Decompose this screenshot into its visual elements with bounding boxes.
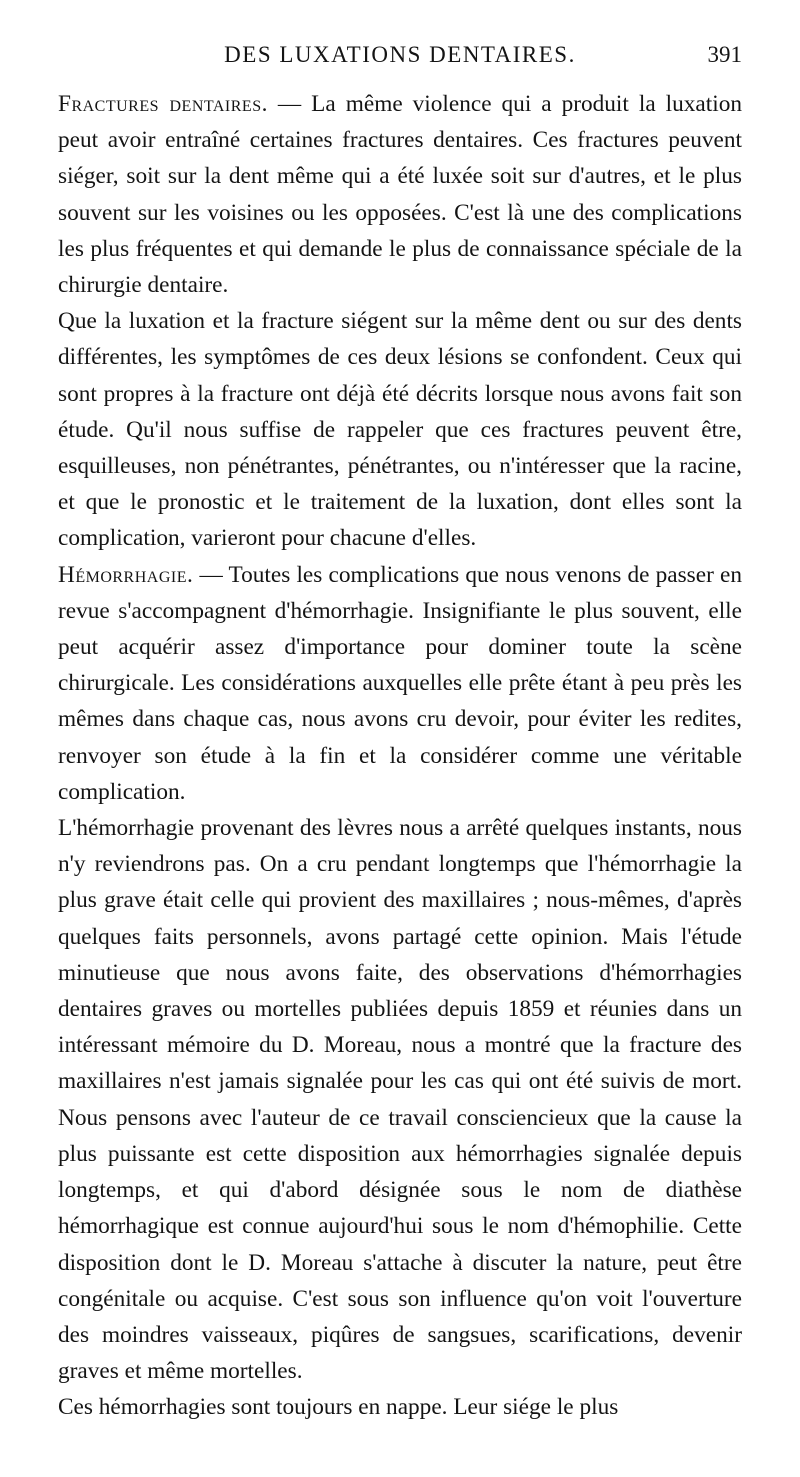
paragraph-text: Que la luxation et la fracture siégent sur la même dent ou sur des dents différentes, les symptômes de ces deux lésions se confondent. Ceux qui sont propres à la fracture ont déjà été décrits lorsque nous avons fait son étude. Qu'il nous suffise de rappeler que ces fractures peuvent être, esquilleuses, non pénétrantes, pénétrantes, ou n'intéresser que la racine, et que le pronostic et le traitement de la luxation, dont elles sont la complication, varieront pour chacune d'elles. (58, 308, 742, 552)
paragraph-text: L'hémorrhagie provenant des lèvres nous a arrêté quelques instants, nous n'y reviendrons pas. On a cru pendant longtemps que l'hémorrhagie la plus grave était celle qui provient des maxillaires ; nous-mêmes, d'après quelques faits personnels, avons partagé cette opinion. Mais l'étude minutieuse que nous avons faite, des observations d'hémorrhagies dentaires graves ou mortelles publiées depuis 1859 et réunies dans un intéressant mémoire du D. Moreau, nous a montré que la fracture des maxillaires n'est jamais signalée pour les cas qui ont été suivis de mort. Nous pensons avec l'auteur de ce travail consciencieux que la cause la plus puissante est cette disposition aux hémorrhagies signalée depuis longtemps, et qui d'abord désignée sous le nom de diathèse hémorrhagique est connue aujourd'hui sous le nom d'hémophilie. Cette disposition dont le D. Moreau s'attache à discuter la nature, peut être congénitale ou acquise. C'est sous son influence qu'on voit l'ouverture des moindres vaisseaux, piqûres de sangsues, scarifications, devenir graves et même mortelles. (58, 815, 742, 1385)
section-lead-hemorrhagie: Hémorrhagie. (58, 561, 194, 588)
running-header (58, 0, 742, 80)
running-title: DES LUXATIONS DENTAIRES. (224, 42, 576, 67)
paragraph-nappe (58, 1389, 742, 1425)
paragraph-text: Ces hémorrhagies sont toujours en nappe. Leur siége le plus (58, 1394, 619, 1421)
paragraph-symptomes (58, 303, 742, 556)
paragraph-text: — Toutes les complications que nous venons de passer en revue s'accompagnent d'hémorrhagie. Insignifiante le plus souvent, elle peut acquérir assez d'importance pour dominer toute la scène chirurgicale. Les considérations auxquelles elle prête étant à peu près les mêmes dans chaque cas, nous avons cru devoir, pour éviter les redites, renvoyer son étude à la fin et la considérer comme une véritable complication. (58, 561, 742, 805)
paragraph-fractures (58, 86, 742, 303)
section-lead-fractures: Fractures dentaires. (58, 91, 268, 117)
paragraph-levres (58, 810, 742, 1389)
book-page (58, 0, 742, 1426)
body-text (58, 86, 742, 1426)
paragraph-hemorrhagie (58, 557, 742, 810)
paragraph-text: — La même violence qui a produit la luxation peut avoir entraîné certaines fractures dentaires. Ces fractures peuvent siéger, soit sur la dent même qui a été luxée soit sur d'autres, et le plus souvent sur les voisines ou les opposées. C'est là une des complications les plus fréquentes et qui demande le plus de connaissance spéciale de la chirurgie dentaire. (58, 91, 742, 299)
page-number: 391 (707, 42, 742, 67)
